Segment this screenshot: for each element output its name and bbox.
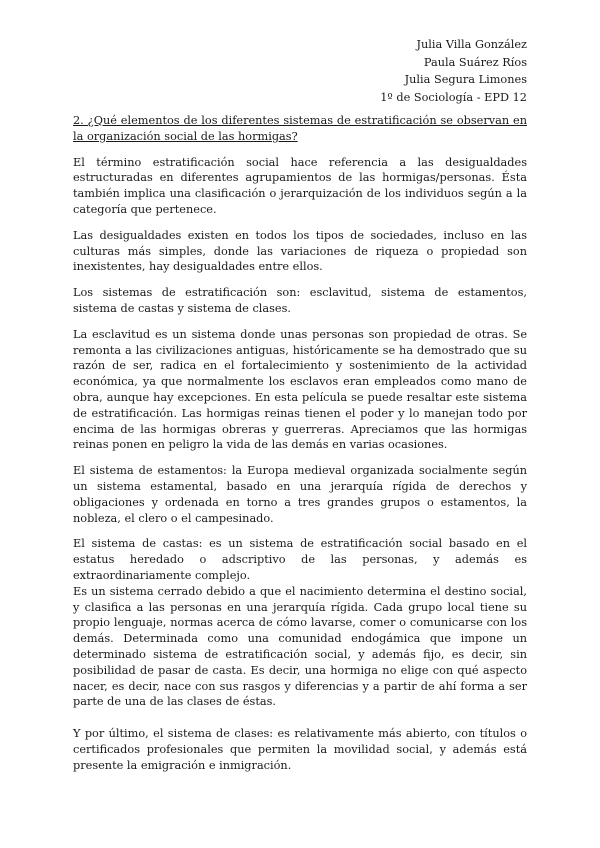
paragraph-inequalities: Las desigualdades existen en todos los tipos de sociedades, incluso en las culturas más simples, donde las variaciones de riqueza o propiedad son inexistentes, hay desigualdades entre ellos. <box>73 228 527 274</box>
paragraph-estates: El sistema de estamentos: la Europa medieval organizada socialmente según un sistema estamental, basado en una jerarquía rígida de derechos y obligaciones y ordenada en torno a tres grandes grupos o estamentos, la nobleza, el clero o el campesinado. <box>73 464 527 525</box>
course-group: 1º de Sociología - EPD 12 <box>380 90 527 104</box>
author-name: Julia Segura Limones <box>404 73 527 86</box>
paragraph-systems-list: Los sistemas de estratificación son: esclavitud, sistema de estamentos, sistema de castas y sistema de clases. <box>73 286 527 315</box>
paragraph-definition: El término estratificación social hace referencia a las desigualdades estructuradas en diferentes agrupamientos de las hormigas/personas. Ésta también implica una clasificación o jerarquización de los individuos según a la categoría que pertenece. <box>73 155 527 216</box>
author-name: Paula Suárez Ríos <box>423 55 527 69</box>
author-name: Julia Villa González <box>416 38 527 51</box>
paragraph-slavery: La esclavitud es un sistema donde unas personas son propiedad de otras. Se remonta a las civilizaciones antiguas, históricamente se ha demostrado que su razón de ser, radica en el fortalecimiento y sostenimiento de la actividad económica, ya que normalmente los esclavos eran empleados como mano de obra, aunque hay excepciones. En esta película se puede resaltar este sistema de estratificación. Las hormigas reinas tienen el poder y lo manejan todo por encima de las hormigas obreras y guerreras. Apreciamos que las hormigas reinas ponen en peligro la vida de las demás en varias ocasiones. <box>73 327 527 452</box>
paragraph-castes-detail: Es un sistema cerrado debido a que el nacimiento determina el destino social, y clasifica a las personas en una jerarquía rígida. Cada grupo local tiene su propio lenguaje, normas acerca de cómo lavarse, comer o comunicarse con los demás. Determinada como una comunidad endogámica que impone un determinado sistema de estratificación social, y además fijo, es decir, sin posibilidad de pasar de casta. Es decir, una hormiga no elige con qué aspecto nacer, es decir, nace con sus rasgos y diferencias y a partir de ahí forma a ser parte de una de las clases de éstas. <box>73 584 527 709</box>
question-heading: 2. ¿Qué elementos de los diferentes sistemas de estratificación se observan en la organización social de las hormigas? <box>73 114 527 143</box>
document-page <box>73 36 527 783</box>
paragraph-classes: Y por último, el sistema de clases: es relativamente más abierto, con títulos o certificados profesionales que permiten la movilidad social, y además está presente la emigración e inmigración. <box>73 727 527 772</box>
paragraph-castes-intro: El sistema de castas: es un sistema de estratificación social basado en el estatus heredado o adscriptivo de las personas, y además es extraordinariamente complejo. <box>73 537 527 582</box>
author-block <box>73 36 527 106</box>
